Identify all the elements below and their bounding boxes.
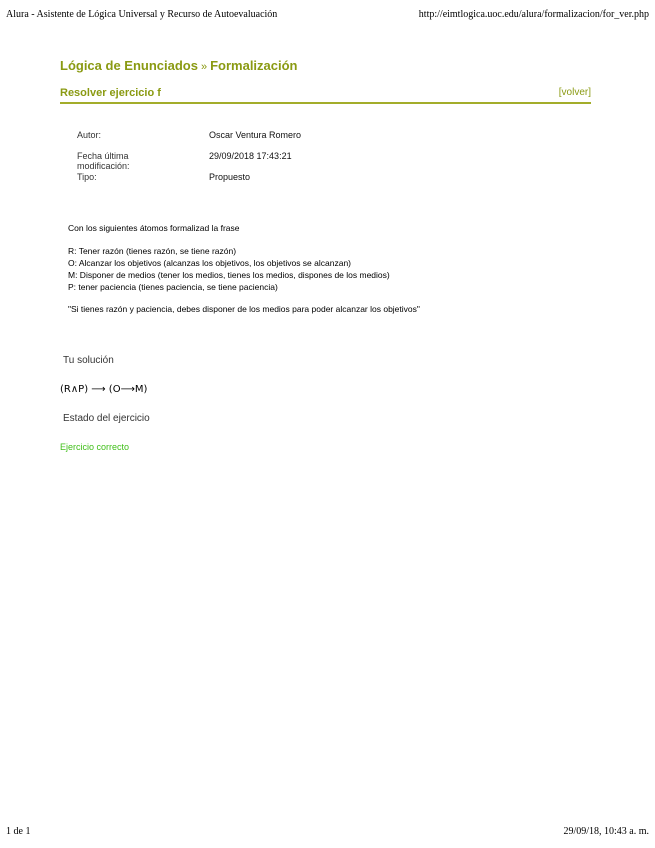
type-label: Tipo:	[77, 172, 97, 182]
print-header-title: Alura - Asistente de Lógica Universal y Recurso de Autoevaluación	[6, 9, 278, 20]
type-value: Propuesto	[209, 172, 251, 182]
status-message: Ejercicio correcto	[60, 442, 130, 452]
breadcrumb-section: Lógica de Enunciados	[60, 58, 198, 73]
exercise-title: Resolver ejercicio f	[60, 87, 161, 99]
back-link[interactable]: [volver]	[558, 87, 591, 98]
date-label: Fecha última modificación:	[77, 151, 130, 171]
page-number: 1 de 1	[6, 826, 31, 837]
atom-item: P: tener paciencia (tienes paciencia, se tiene paciencia)	[68, 282, 278, 292]
author-label: Autor:	[77, 130, 102, 140]
page-title	[60, 58, 298, 73]
atom-item: O: Alcanzar los objetivos (alcanzas los objetivos, los objetivos se alcanzan)	[68, 258, 352, 268]
atom-item: R: Tener razón (tienes razón, se tiene razón)	[68, 246, 237, 256]
solution-label: Tu solución	[63, 355, 114, 366]
breadcrumb-separator: »	[200, 61, 208, 73]
atom-item: M: Disponer de medios (tener los medios, tienes los medios, dispones de los medios)	[68, 270, 390, 280]
state-label: Estado del ejercicio	[63, 413, 150, 424]
breadcrumb-current: Formalización	[210, 58, 298, 73]
date-value: 29/09/2018 17:43:21	[209, 151, 292, 161]
atom-list	[68, 245, 420, 293]
solution-formula: (R∧P) ⟶ (O⟶M)	[60, 384, 148, 395]
exercise-header	[60, 87, 591, 104]
statement-phrase: "Si tienes razón y paciencia, debes disponer de los medios para poder alcanzar los objetivos"	[68, 304, 420, 314]
print-header-url: http://eimtlogica.uoc.edu/alura/formalizacion/for_ver.php	[418, 9, 649, 20]
exercise-statement	[68, 222, 420, 315]
author-value: Oscar Ventura Romero	[209, 130, 302, 140]
statement-intro: Con los siguientes átomos formalizad la frase	[68, 223, 240, 233]
print-timestamp: 29/09/18, 10:43 a. m.	[563, 826, 649, 837]
